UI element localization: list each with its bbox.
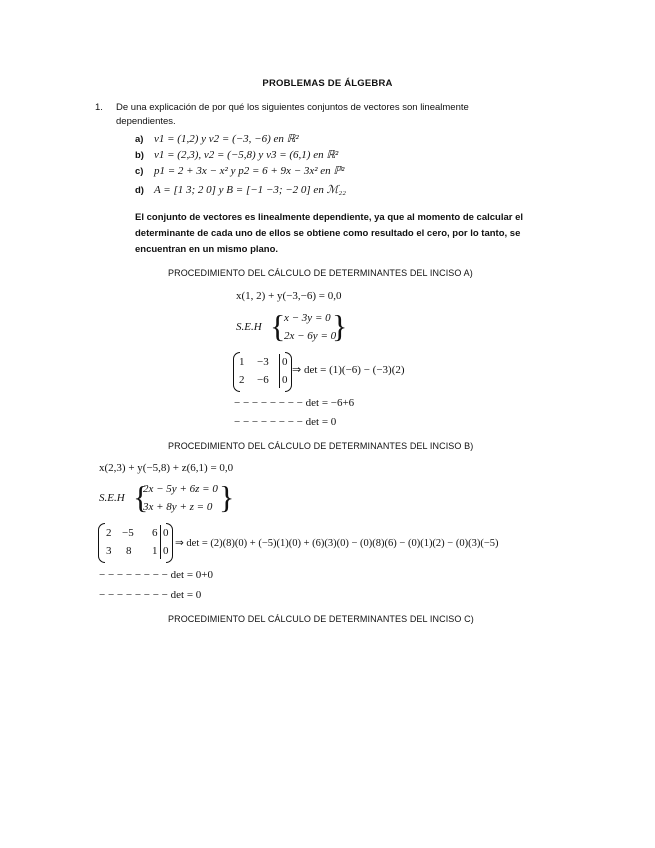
a-system-eq1: x − 3y = 0 [284,312,331,324]
b-equation: x(2,3) + y(−5,8) + z(6,1) = 0,0 [99,462,234,474]
a-system-left-brace: { [270,308,286,344]
item-c-text: p1 = 2 + 3x − x² y p2 = 6 + 9x − 3x² en ℙ² [154,165,345,177]
a-matrix-r1c1: 1 [239,356,245,368]
a-system-eq2: 2x − 6y = 0 [284,330,337,342]
problem-text-line-2: dependientes. [116,116,176,127]
a-matrix-r2c3: 0 [282,374,288,386]
a-matrix-r2c1: 2 [239,374,245,386]
b-matrix-left-paren [98,523,105,563]
a-matrix-right-paren [285,352,292,392]
a-determinant: ⇒ det = (1)(−6) − (−3)(2) [292,364,405,376]
a-step-1: − − − − − − − − det = −6+6 [234,397,355,409]
b-matrix-r1c1: 2 [106,527,112,539]
item-a-label: a) [135,134,144,145]
b-determinant: ⇒ det = (2)(8)(0) + (−5)(1)(0) + (6)(3)(0) − (0)(8)(6) − (0)(1)(2) − (0)(3)(−5) [175,538,499,549]
answer-line-2: determinante de cada uno de ellos se obtiene como resultado el cero, por lo tanto, se [135,228,521,239]
item-d-text: A = [1 3; 2 0] y B = [−1 −3; −2 0] en ℳ₂₂ [154,184,346,196]
b-matrix-r1c4: 0 [163,527,169,539]
b-seh-label: S.E.H [99,492,125,504]
a-step-2: − − − − − − − − det = 0 [234,416,337,428]
problem-text-line-1: De una explicación de por qué los siguientes conjuntos de vectores son linealmente [116,102,469,113]
b-system-eq2: 3x + 8y + z = 0 [143,501,213,513]
item-d-label: d) [135,185,144,196]
b-system-left-brace: { [133,479,149,515]
b-matrix-augment-bar [160,525,161,559]
b-matrix-r2c2: 8 [126,545,132,557]
b-matrix-right-paren [166,523,173,563]
a-seh-label: S.E.H [236,321,262,333]
heading-inciso-a: PROCEDIMIENTO DEL CÁLCULO DE DETERMINANTES DEL INCISO A) [168,268,473,278]
a-system-right-brace: } [332,308,348,344]
problem-number: 1. [95,102,103,113]
b-system-eq1: 2x − 5y + 6z = 0 [143,483,218,495]
answer-line-1: El conjunto de vectores es linealmente dependiente, ya que al momento de calcular el [135,212,524,223]
b-matrix-r1c3: 6 [152,527,158,539]
heading-inciso-c: PROCEDIMIENTO DEL CÁLCULO DE DETERMINANTES DEL INCISO C) [168,614,474,624]
b-matrix-r2c3: 1 [152,545,158,557]
b-matrix-r1c2: −5 [122,527,134,539]
answer-line-3: encuentran en un mismo plano. [135,244,279,255]
b-augmented-matrix [98,523,178,563]
a-matrix-augment-bar [279,354,280,388]
b-step-2: − − − − − − − − det = 0 [99,589,202,601]
a-matrix-r1c3: 0 [282,356,288,368]
item-b-label: b) [135,150,144,161]
a-matrix-r2c2: −6 [257,374,269,386]
item-b-text: v1 = (2,3), v2 = (−5,8) y v3 = (6,1) en ℝ² [154,149,339,161]
a-augmented-matrix [233,352,293,392]
document-title: PROBLEMAS DE ÁLGEBRA [262,78,393,89]
a-equation: x(1, 2) + y(−3,−6) = 0,0 [236,290,342,302]
b-system [133,479,235,518]
b-matrix-r2c4: 0 [163,545,169,557]
heading-inciso-b: PROCEDIMIENTO DEL CÁLCULO DE DETERMINANTES DEL INCISO B) [168,441,474,451]
a-matrix-r1c2: −3 [257,356,269,368]
b-system-right-brace: } [219,479,235,515]
b-step-1: − − − − − − − − det = 0+0 [99,569,213,581]
a-system [270,308,348,347]
item-c-label: c) [135,166,144,177]
item-a-text: v1 = (1,2) y v2 = (−3, −6) en ℝ² [154,133,299,145]
b-matrix-r2c1: 3 [106,545,112,557]
